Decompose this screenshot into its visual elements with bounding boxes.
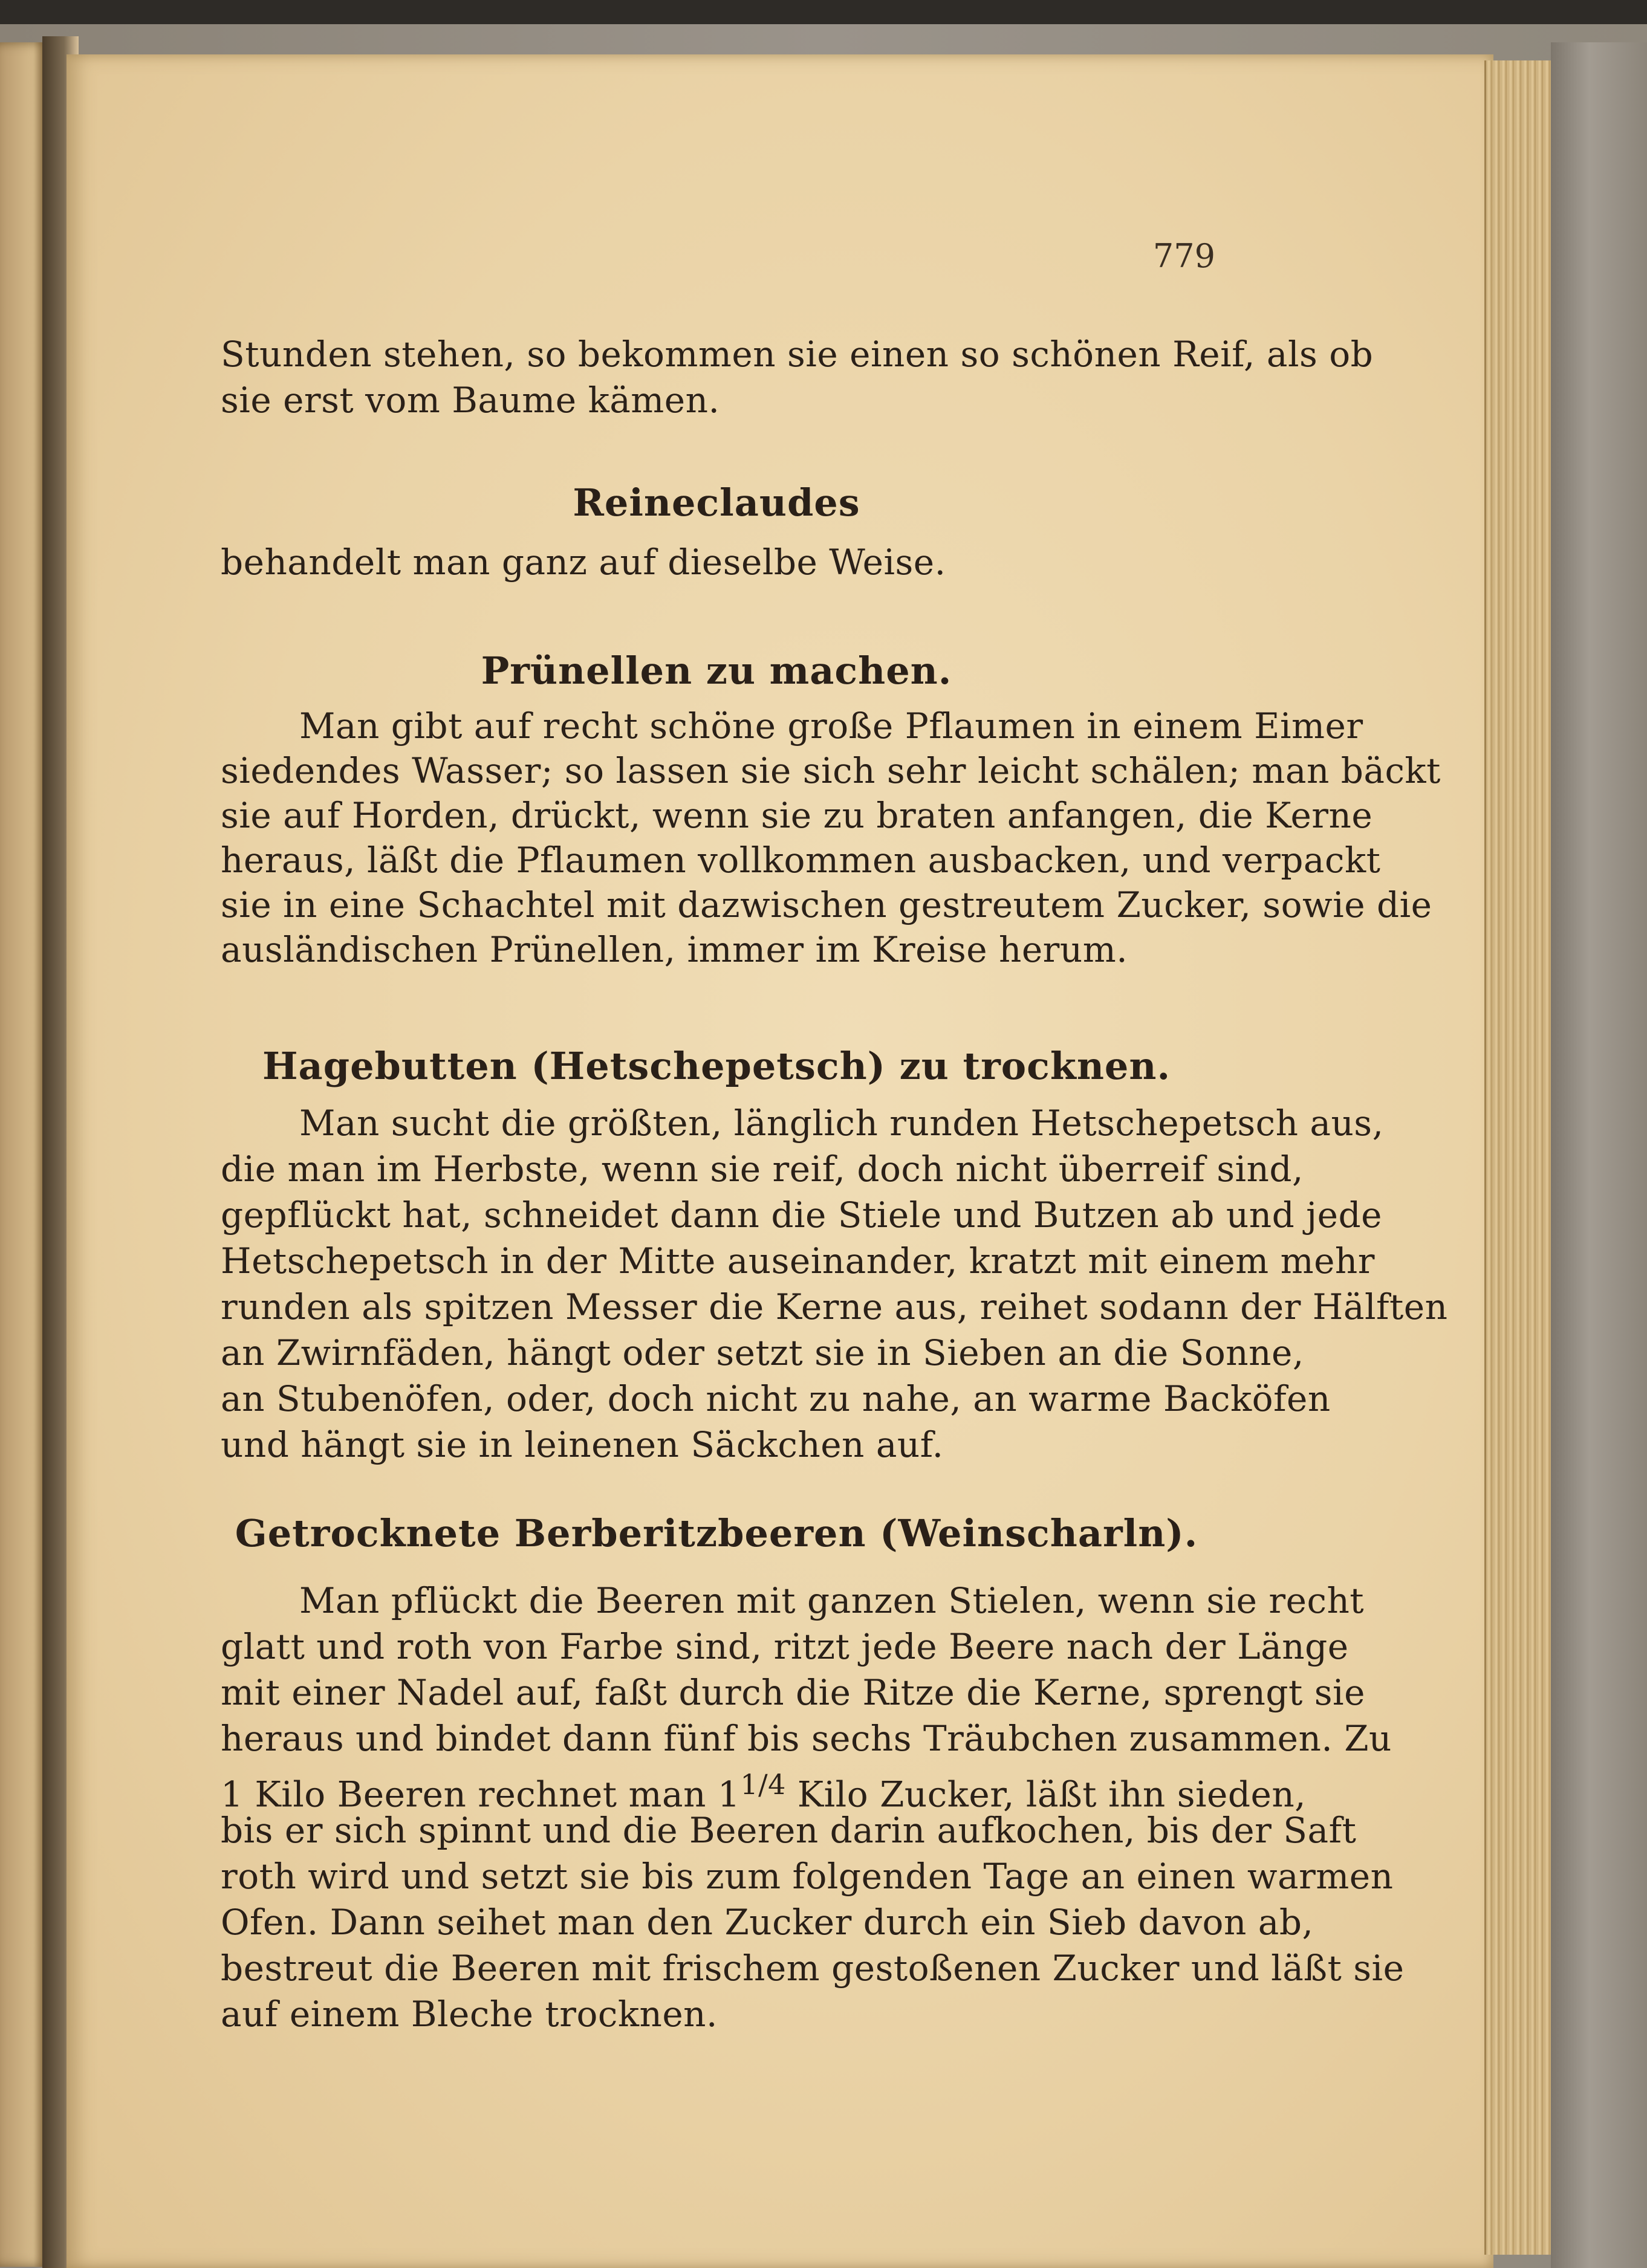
text-line: bis er sich spinnt und die Beeren darin aufkochen, bis der Saft	[221, 1810, 1357, 1851]
text-line: gepflückt hat, schneidet dann die Stiele und Butzen ab und jede	[221, 1194, 1382, 1236]
fraction-line-before: 1 Kilo Beeren rechnet man 1	[221, 1774, 741, 1815]
text-line: runden als spitzen Messer die Kerne aus, reihet sodann der Hälften	[221, 1286, 1448, 1327]
section-heading-berberitzbeeren: Getrocknete Berberitzbeeren (Weinscharln).	[235, 1511, 1198, 1555]
text-line: sie in eine Schachtel mit dazwischen gestreutem Zucker, sowie die	[221, 884, 1432, 925]
section-heading-pruenellen: Prünellen zu machen.	[481, 649, 952, 693]
text-line: mit einer Nadel auf, faßt durch die Ritze die Kerne, sprengt sie	[221, 1672, 1365, 1713]
text-line: ausländischen Prünellen, immer im Kreise herum.	[221, 929, 1128, 970]
text-line: siedendes Wasser; so lassen sie sich sehr leicht schälen; man bäckt	[221, 750, 1441, 791]
section-heading-reineclaudes: Reineclaudes	[573, 481, 860, 525]
text-line: Hetschepetsch in der Mitte auseinander, kratzt mit einem mehr	[221, 1240, 1375, 1281]
text-line: glatt und roth von Farbe sind, ritzt jede Beere nach der Länge	[221, 1626, 1349, 1667]
fraction-line-after: Kilo Zucker, läßt ihn sieden,	[785, 1774, 1307, 1815]
text-line: Man pflückt die Beeren mit ganzen Stielen, wenn sie recht	[299, 1580, 1365, 1621]
cover-edge-right	[1551, 42, 1647, 2268]
text-line: an Stubenöfen, oder, doch nicht zu nahe, an warme Backöfen	[221, 1378, 1331, 1419]
page-number: 779	[1152, 237, 1215, 275]
text-line: Ofen. Dann seihet man den Zucker durch ein Sieb davon ab,	[221, 1902, 1314, 1943]
fraction-value: 1/4	[740, 1768, 786, 1801]
text-line: an Zwirnfäden, hängt oder setzt sie in Sieben an die Sonne,	[221, 1332, 1304, 1373]
page-edges	[1484, 60, 1553, 2255]
left-facing-page	[0, 42, 48, 2267]
text-line: und hängt sie in leinenen Säckchen auf.	[221, 1424, 944, 1465]
text-line: Stunden stehen, so bekommen sie einen so schönen Reif, als ob	[221, 334, 1374, 375]
text-line: auf einem Bleche trocknen.	[221, 1994, 718, 2035]
text-line: Man gibt auf recht schöne große Pflaumen in einem Eimer	[299, 705, 1363, 747]
text-line: die man im Herbste, wenn sie reif, doch nicht überreif sind,	[221, 1149, 1304, 1190]
text-line: Man sucht die größten, länglich runden Hetschepetsch aus,	[299, 1103, 1384, 1144]
text-line: bestreut die Beeren mit frischem gestoßenen Zucker und läßt sie	[221, 1948, 1405, 1989]
text-line: sie auf Horden, drückt, wenn sie zu braten anfangen, die Kerne	[221, 795, 1373, 836]
text-line: sie erst vom Baume kämen.	[221, 380, 720, 421]
text-line: heraus und bindet dann fünf bis sechs Träubchen zusammen. Zu	[221, 1718, 1392, 1759]
section-heading-hagebutten: Hagebutten (Hetschepetsch) zu trocknen.	[262, 1044, 1171, 1088]
text-line: roth wird und setzt sie bis zum folgenden Tage an einen warmen	[221, 1856, 1394, 1897]
text-line: behandelt man ganz auf dieselbe Weise.	[221, 542, 946, 583]
text-line: heraus, läßt die Pflaumen vollkommen ausbacken, und verpackt	[221, 840, 1381, 881]
